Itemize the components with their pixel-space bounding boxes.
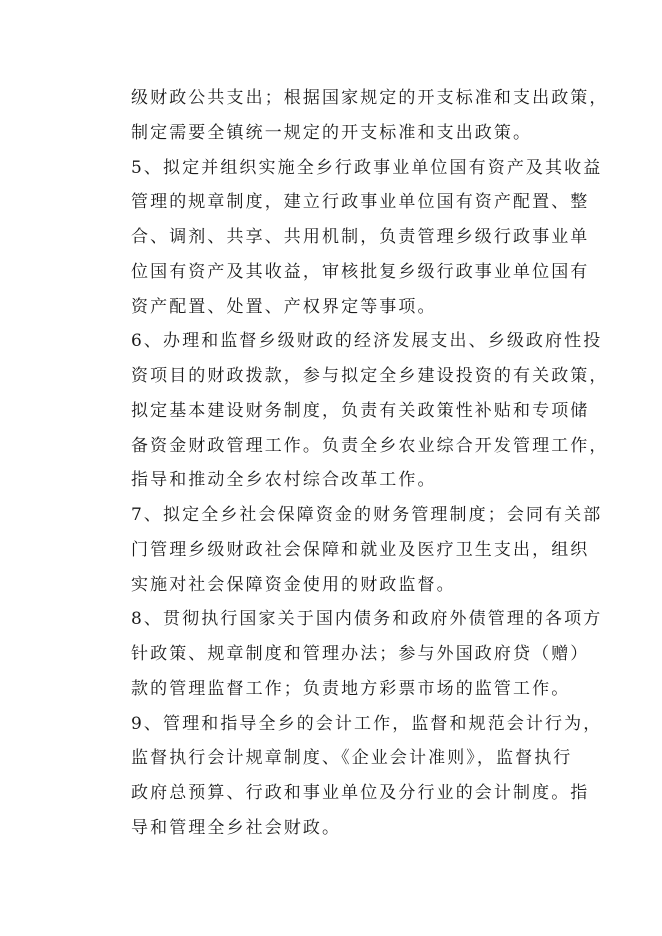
text-line: 针政策、规章制度和管理办法；参与外国政府贷（赠） xyxy=(131,644,590,664)
text-line: 制定需要全镇统一规定的开支标准和支出政策。 xyxy=(131,123,533,143)
text-line: 备资金财政管理工作。负责全乡农业综合开发管理工作， xyxy=(131,436,609,456)
text-line: 管理的规章制度，建立行政事业单位国有资产配置、整 xyxy=(131,192,590,212)
text-line: 资产配置、处置、产权界定等事项。 xyxy=(131,297,437,317)
text-line: 门管理乡级财政社会保障和就业及医疗卫生支出，组织 xyxy=(131,540,590,560)
text-line: 款的管理监督工作；负责地方彩票市场的监管工作。 xyxy=(131,679,571,699)
text-line: 7、拟定全乡社会保障资金的财务管理制度；会同有关部 xyxy=(131,505,603,525)
text-line: 合、调剂、共享、共用机制，负责管理乡级行政事业单 xyxy=(131,227,590,247)
text-line: 9、管理和指导全乡的会计工作，监督和规范会计行为， xyxy=(131,714,603,734)
text-line: 5、拟定并组织实施全乡行政事业单位国有资产及其收益 xyxy=(131,158,603,178)
text-line: 指导和推动全乡农村综合改革工作。 xyxy=(131,470,437,490)
text-line: 监督执行会计规章制度、《企业会计准则》，监督执行 xyxy=(131,748,573,768)
text-line: 实施对社会保障资金使用的财政监督。 xyxy=(131,575,456,595)
text-line: 资项目的财政拨款，参与拟定全乡建设投资的有关政策， xyxy=(131,366,609,386)
text-line: 导和管理全乡社会财政。 xyxy=(131,818,342,838)
text-line: 位国有资产及其收益，审核批复乡级行政事业单位国有 xyxy=(131,262,590,282)
text-line: 拟定基本建设财务制度，负责有关政策性补贴和专项储 xyxy=(131,401,590,421)
text-line: 6、办理和监督乡级财政的经济发展支出、乡级政府性投 xyxy=(131,331,603,351)
text-line: 级财政公共支出；根据国家规定的开支标准和支出政策， xyxy=(131,88,609,108)
text-line: 政府总预算、行政和事业单位及分行业的会计制度。指 xyxy=(131,783,590,803)
text-line: 8、贯彻执行国家关于国内债务和政府外债管理的各项方 xyxy=(131,609,603,629)
